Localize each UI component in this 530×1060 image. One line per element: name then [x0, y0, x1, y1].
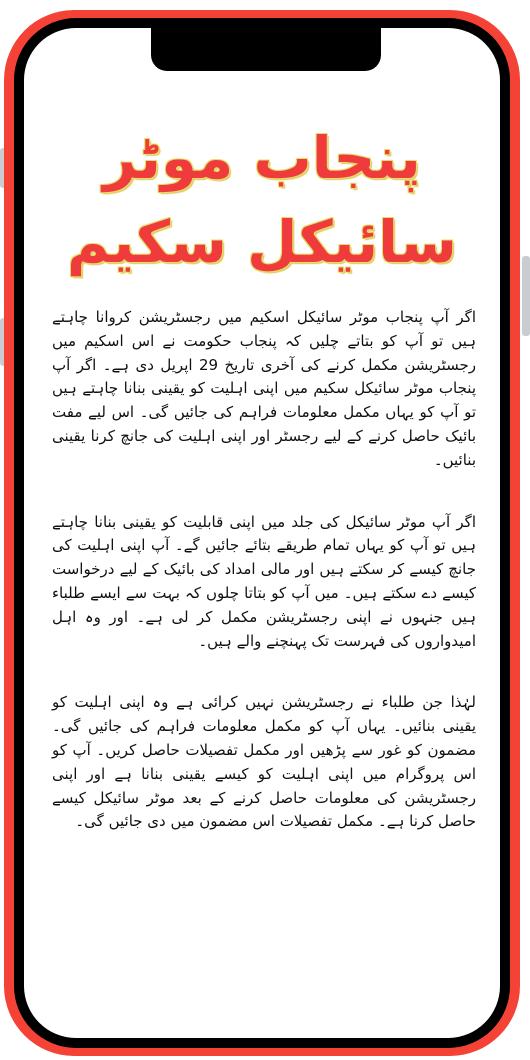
paragraph-3: لہٰذا جن طلباء نے رجسٹریشن نہیں کرائی ہے وہ اپنی اہلیت کو یقینی بنائیں۔ یہاں آپ کو مکمل معلومات فراہم کی جائیں گی۔ مضمون کو غور سے پڑھیں اور مکمل تفصیلات حاصل کریں۔ آپ کو اس پروگرام میں اپنی اہلیت کو کیسے یقینی بنانا ہے اور اپنی رجسٹریشن کی معلومات حاصل کرنے کے بعد موٹر سائیکل کیسے حاصل کرنا ہے۔ مکمل تفصیلات اس مضمون میں دی جائیں گی۔: [52, 693, 476, 831]
phone-bezel: [14, 18, 510, 1048]
title-line-1: پنجاب موٹر: [103, 124, 421, 192]
article-body: [52, 306, 476, 872]
phone-frame: [4, 10, 520, 1056]
paragraph-1: اگر آپ پنجاب موٹر سائیکل اسکیم میں رجسٹریشن کروانا چاہتے ہیں تو آپ کو بتاتے چلیں کہ پنجاب حکومت نے اس اسکیم میں رجسٹریشن مکمل کرنے کی آخری تاریخ 29 اپریل دی ہے۔ اگر آپ پنجاب موٹر سائیکل سکیم میں اپنی اہلیت کو یقینی بنانا چاہتے ہیں تو آپ کو یہاں مکمل معلومات فراہم کی جائیں گی۔ اس لیے مفت بائیک حاصل کرنے کے لیے رجسٹر اور اپنی اہلیت کی جانچ کرنا یقینی بنائیں۔: [52, 308, 476, 469]
phone-screen: [24, 28, 500, 1038]
page-title: [44, 116, 480, 284]
title-line-2: سائیکل سکیم: [67, 208, 457, 276]
phone-notch: [151, 28, 381, 71]
power-button: [522, 256, 530, 336]
paragraph-2: اگر آپ موٹر سائیکل کی جلد میں اپنی قابلیت کو یقینی بنانا چاہتے ہیں تو آپ کو یہاں تمام طریقے بتائے جائیں گے۔ آپ اپنی اہلیت کی جانچ کیسے کر سکتے ہیں اور مالی امداد کی بائیک کے لیے درخواست کیسے دے سکتے ہیں۔ میں آپ کو بتاتا چلوں کہ بہت سے ایسے طلباء ہیں جنہوں نے اپنی رجسٹریشن مکمل کر لی ہے۔ اور وہ اہل امیدواروں کی فہرست تک پہنچنے والے ہیں۔: [52, 512, 476, 650]
